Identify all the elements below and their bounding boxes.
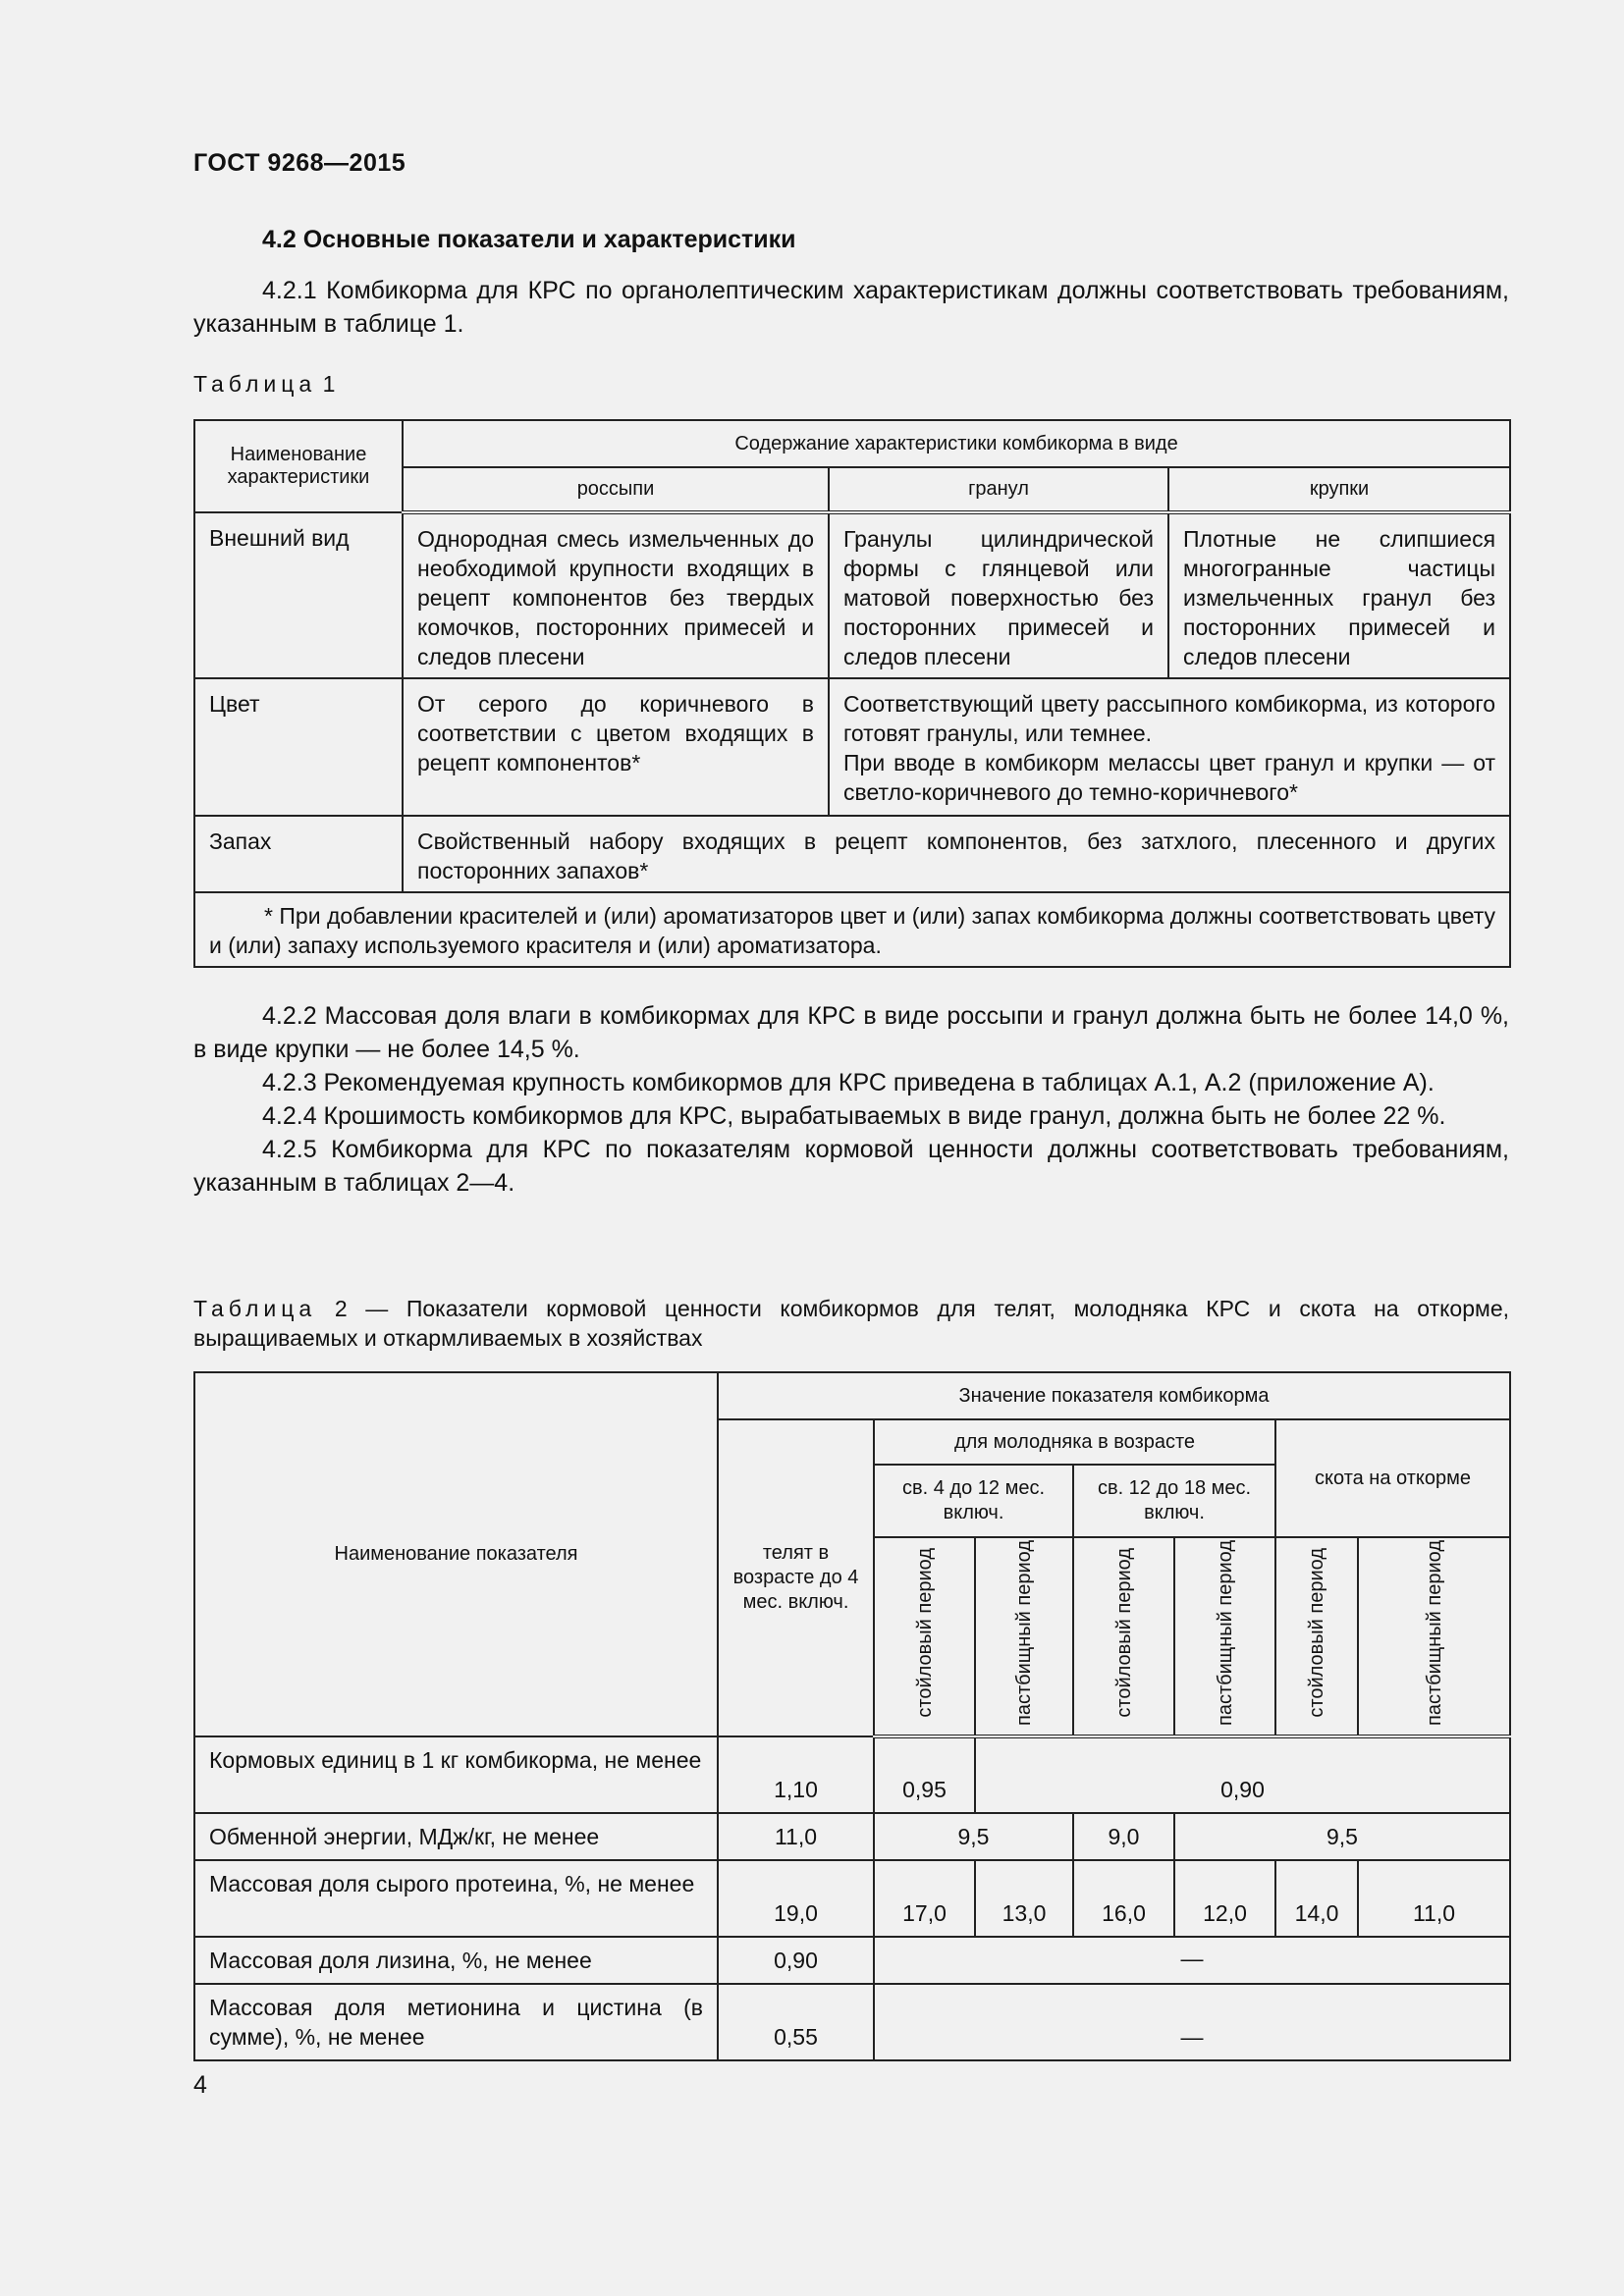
table-cell-merged <box>829 678 1510 816</box>
row-name: Внешний вид <box>194 512 403 678</box>
table-cell-merged: 0,90 <box>975 1736 1510 1813</box>
table-cell: 17,0 <box>874 1860 975 1937</box>
paragraph-4-2-4: 4.2.4 Крошимость комбикормов для КРС, вырабатываемых в виде гранул, должна быть не более 22 %. <box>262 1102 1446 1130</box>
table-row <box>194 816 1510 892</box>
paragraph-4-2-3: 4.2.3 Рекомендуемая крупность комбикормов для КРС приведена в таблицах А.1, А.2 (приложение А). <box>262 1069 1435 1096</box>
table-footnote-row <box>194 892 1510 967</box>
row-name: Обменной энергии, МДж/кг, не менее <box>194 1813 718 1860</box>
stall-period-label: стойловый период <box>1112 1548 1135 1718</box>
calves-value: 0,90 <box>718 1937 874 1984</box>
table-cell-merged: Свойственный набору входящих в рецепт компонентов, без затхлого, плесенного и других посторонних запахов* <box>403 816 1510 892</box>
table-cell: От серого до коричневого в соответствии с цветом входящих в рецепт компонентов* <box>403 678 829 816</box>
calves-value: 0,55 <box>718 1984 874 2060</box>
table-2-head-pasture <box>975 1537 1073 1736</box>
pasture-period-label: пастбищный период <box>1423 1540 1445 1726</box>
color-molasses-text: При вводе в комбикорм мелассы цвет гранул и крупки — от светло-коричневого до темно-коричневого* <box>843 750 1496 805</box>
table-cell: 11,0 <box>1358 1860 1510 1937</box>
table-footnote: * При добавлении красителей и (или) ароматизаторов цвет и (или) запах комбикорма должны соответствовать цвету и (или) запаху используемого красителя и (или) ароматизатора. <box>194 892 1510 967</box>
table-1-head-col: россыпи <box>403 467 829 512</box>
document-header: ГОСТ 9268—2015 <box>193 149 406 177</box>
row-name: Массовая доля сырого протеина, %, не менее <box>194 1860 718 1937</box>
table-1-head-group: Содержание характеристики комбикорма в виде <box>403 420 1510 467</box>
page-number: 4 <box>193 2071 207 2099</box>
table-cell: 13,0 <box>975 1860 1073 1937</box>
calves-value: 1,10 <box>718 1736 874 1813</box>
table-1 <box>193 419 1511 968</box>
pasture-period-label: пастбищный период <box>1214 1540 1236 1726</box>
table-cell: Плотные не слипшиеся многогранные частицы измельченных гранул без посторонних примесей и следов плесени <box>1168 512 1510 678</box>
table-2-head-young: для молодняка в возрасте <box>874 1419 1275 1465</box>
table-2-head-pasture <box>1174 1537 1275 1736</box>
table-1-caption-label: Таблица <box>193 371 317 397</box>
table-cell: 12,0 <box>1174 1860 1275 1937</box>
table-cell-merged: 9,5 <box>874 1813 1073 1860</box>
table-cell: 14,0 <box>1275 1860 1358 1937</box>
calves-value: 19,0 <box>718 1860 874 1937</box>
table-1-head-col: крупки <box>1168 467 1510 512</box>
table-cell: 0,95 <box>874 1736 975 1813</box>
table-2-head-fattening: скота на откорме <box>1275 1419 1510 1537</box>
table-2 <box>193 1371 1511 2061</box>
table-2-head-age-4-12: св. 4 до 12 мес. включ. <box>874 1465 1073 1537</box>
table-row <box>194 512 1510 678</box>
table-1-caption <box>193 371 335 398</box>
table-row <box>194 1813 1510 1860</box>
table-cell: 9,0 <box>1073 1813 1174 1860</box>
row-name: Массовая доля метионина и цистина (в сумме), %, не менее <box>194 1984 718 2060</box>
table-2-head-stall <box>1275 1537 1358 1736</box>
table-2-head-stall <box>1073 1537 1174 1736</box>
table-row <box>194 678 1510 816</box>
table-cell: Гранулы цилиндрической формы с глянцевой или матовой поверхностью без посторонних примесей и следов плесени <box>829 512 1168 678</box>
stall-period-label: стойловый период <box>913 1548 936 1718</box>
table-row <box>194 1937 1510 1984</box>
table-2-caption <box>193 1294 1509 1353</box>
stall-period-label: стойловый период <box>1306 1548 1327 1718</box>
table-2-head-calves: телят в возрасте до 4 мес. включ. <box>718 1419 874 1736</box>
table-2-caption-text: 2 — Показатели кормовой ценности комбикормов для телят, молодняка КРС и скота на откорме, выращиваемых и откармливаемых в хозяйствах <box>193 1296 1509 1351</box>
calves-value: 11,0 <box>718 1813 874 1860</box>
table-cell-merged: — <box>874 1984 1510 2060</box>
paragraph-4-2-5: 4.2.5 Комбикорма для КРС по показателям кормовой ценности должны соответствовать требованиям, указанным в таблицах 2—4. <box>193 1136 1509 1197</box>
pasture-period-label: пастбищный период <box>1013 1540 1035 1726</box>
table-2-head-age-12-18: св. 12 до 18 мес. включ. <box>1073 1465 1275 1537</box>
table-row <box>194 1860 1510 1937</box>
table-1-head-name: Наименование характеристики <box>194 420 403 512</box>
row-name: Цвет <box>194 678 403 816</box>
paragraphs-block <box>193 999 1509 1200</box>
row-name: Запах <box>194 816 403 892</box>
table-2-head-value: Значение показателя комбикорма <box>718 1372 1510 1419</box>
table-cell: 16,0 <box>1073 1860 1174 1937</box>
table-2-head-stall <box>874 1537 975 1736</box>
row-name: Массовая доля лизина, %, не менее <box>194 1937 718 1984</box>
table-row <box>194 1736 1510 1813</box>
table-cell-merged: — <box>874 1937 1510 1984</box>
table-2-caption-label: Таблица <box>193 1296 317 1321</box>
row-name: Кормовых единиц в 1 кг комбикорма, не менее <box>194 1736 718 1813</box>
table-2-head-pasture <box>1358 1537 1510 1736</box>
table-row <box>194 1984 1510 2060</box>
table-1-head-col: гранул <box>829 467 1168 512</box>
table-2-head-name: Наименование показателя <box>194 1372 718 1736</box>
paragraph-4-2-1: 4.2.1 Комбикорма для КРС по органолептическим характеристикам должны соответствовать требованиям, указанным в таблице 1. <box>193 277 1509 338</box>
table-cell-merged: 9,5 <box>1174 1813 1510 1860</box>
table-1-caption-number: 1 <box>322 371 336 397</box>
paragraph-4-2-2: 4.2.2 Массовая доля влаги в комбикормах для КРС в виде россыпи и гранул должна быть не более 14,0 %, в виде крупки — не более 14,5 %. <box>193 1002 1509 1063</box>
table-cell: Однородная смесь измельченных до необходимой крупности входящих в рецепт компонентов без твердых комочков, посторонних примесей и следов плесени <box>403 512 829 678</box>
color-granules-text: Соответствующий цвету рассыпного комбикорма, из которого готовят гранулы, или темнее. <box>843 691 1496 746</box>
section-heading: 4.2 Основные показатели и характеристики <box>262 226 796 253</box>
